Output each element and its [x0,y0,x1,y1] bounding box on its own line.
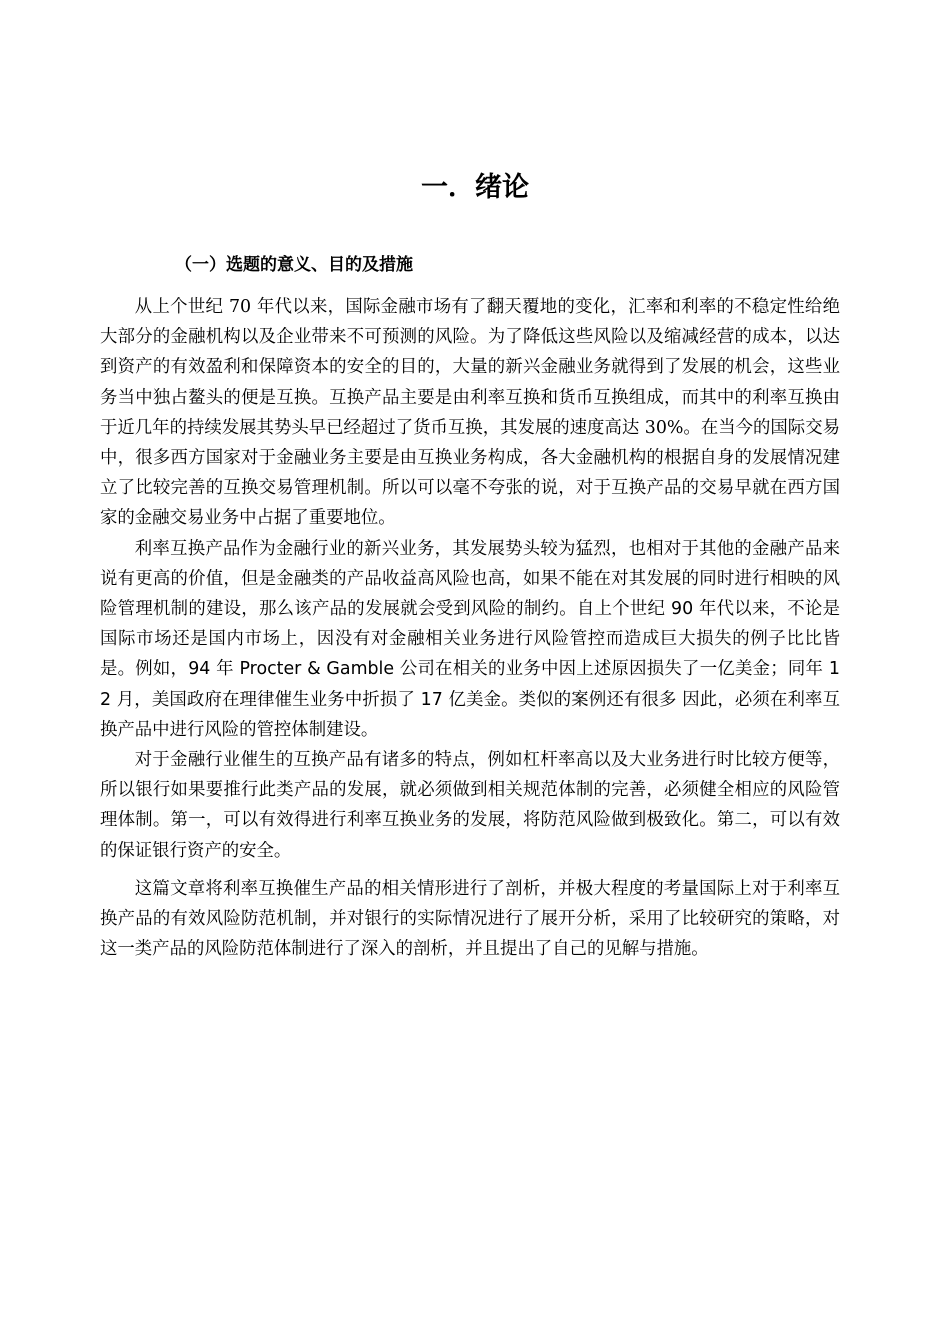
body-text [100,292,840,964]
paragraph-2-sans-run: 也相对于其他的金融产品来说有更高的价值，但是金融类的产品收益高风险也高，如果不能在对其发展的同时进行相映的风险管理机制的建设，那么该产品的发展就会受到风险的制约。自上个世纪 90 年代以来，不论是国际市场还是国内市场上，因没有对金融相关业务进行风险管控而造成巨大损失的例子比比皆是。例如，94 年 Procter & Gamble 公司在相关的业务中因上述原因损失了一亿美金；同年 12 月，美国政府在理律催生业务中折损了 17 亿美金。类似的案例还有很多 因此，必须在利率互换产品中进行风险的管控体制建设。 [100,538,840,740]
paragraph-4 [100,874,840,965]
section-title: （一）选题的意义、目的及措施 [175,255,413,275]
paragraph-2 [100,534,840,745]
paragraph-1-serif-run: 从上个世纪 70 年代以来，国际金融市场有了翻天覆地的变化，汇率和利率的不稳定性给绝大部分的金融机构以及企业带来不可预测的风险。为了降低这些风险以及缩减经营的成本，以达到资产的有效盈利和保障资本的安全的目的，大量的新兴金融业务就得到了发展的机会，这些业务当中独占鳌头的便是互换。互换产品主要是由利率互换和货币互换组成，而其中的利率互换由于近几年的持续发展其势头早已经超过了货币互换，其发展的速度高达 30%。 [100,297,840,438]
paragraph-3-sans-run: 必须健全相应的风险管理体制。第一，可以有效得进行利率互换业务的发展，将防范风险做到极致化。第二，可以有效的保证银行资产的安全。 [100,780,840,861]
paragraph-3-serif-run: 对于金融行业催生的互换产品有诸多的特点，例如杠杆率高以及大业务进行时比较方便等，所以银行如果要推行此类产品的发展，就必须做到相关规范体制的完善， [100,750,840,801]
paragraph-2-serif-run: 利率互换产品作为金融行业的新兴业务，其发展势头较为猛烈， [134,538,629,559]
paragraph-1 [100,292,840,534]
paragraph-4-sans-run: 并对银行的实际情况进行了展开分析，采用了比较研究的策略，对这一类产品的风险防范体制进行了深入的剖析，并且提出了自己的见解与措施。 [100,909,840,960]
chapter-title: 一．绪论 [421,172,529,203]
paragraph-3 [100,745,840,866]
paragraph-1-sans-run: 在当今的国际交易中，很多西方国家对于金融业务主要是由互换业务构成，各大金融机构的根据自身的发展情况建立了比较完善的互换交易管理机制。所以可以毫不夸张的说，对于互换产品的交易早就在西方国家的金融交易业务中占据了重要地位。 [100,417,840,529]
paragraph-4-serif-run: 这篇文章将利率互换催生产品的相关情形进行了剖析，并极大程度的考量国际上对于利率互换产品的有效风险防范机制， [100,878,840,930]
